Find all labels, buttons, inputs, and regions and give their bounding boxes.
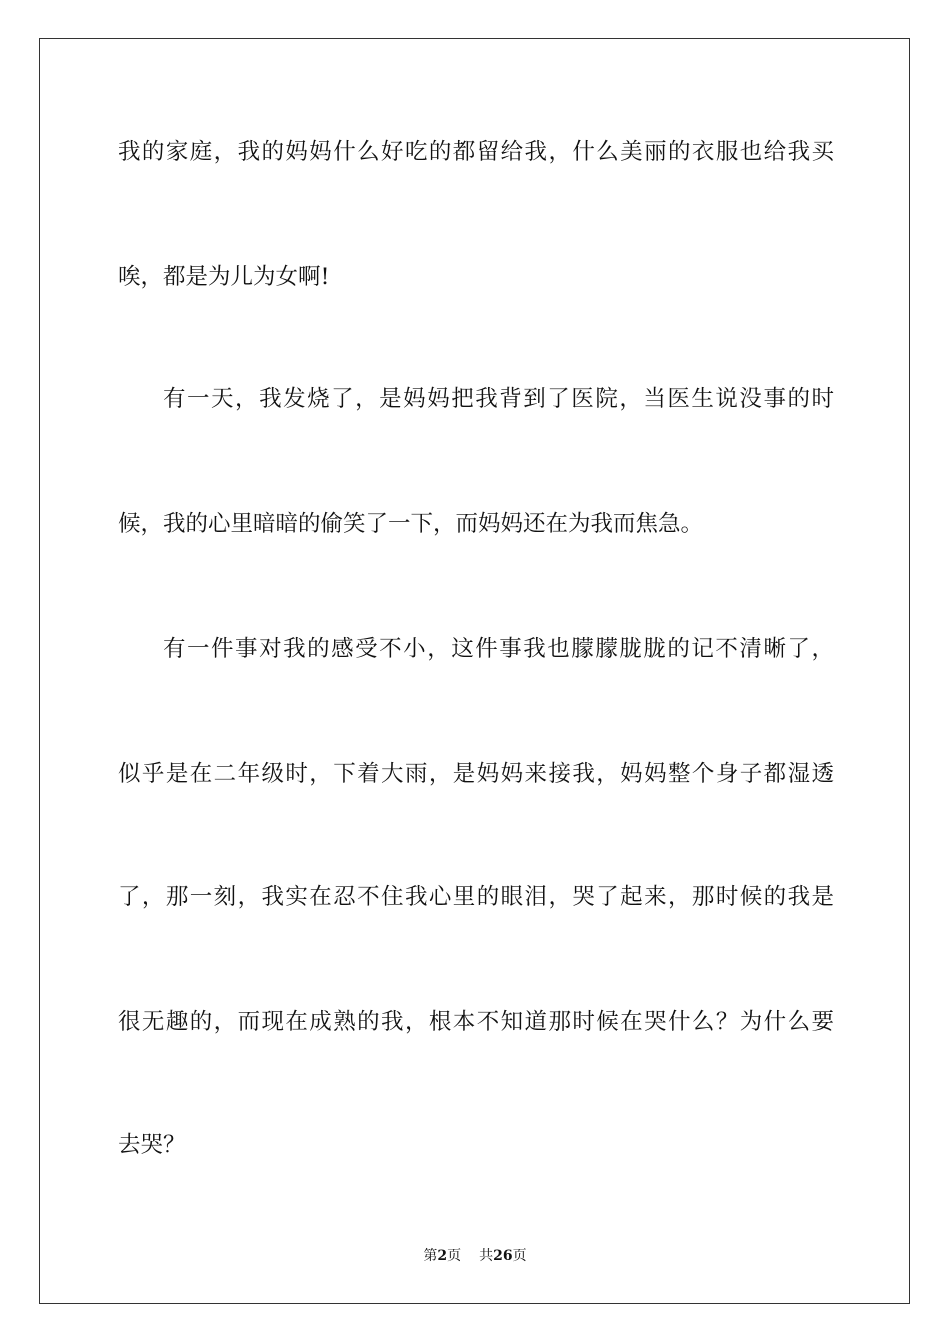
page-prefix: 第	[423, 1248, 438, 1264]
total-prefix: 共	[479, 1248, 494, 1264]
total-suffix: 页	[512, 1248, 527, 1264]
page-footer	[0, 1246, 950, 1266]
paragraph-3-line-5: 去哭？	[118, 1132, 186, 1158]
paragraph-3-line-1: 有一件事对我的感受不小，这件事我也朦朦胧胧的记不清晰了，	[163, 636, 834, 662]
paragraph-1-line-1: 我的家庭，我的妈妈什么好吃的都留给我，什么美丽的衣服也给我买	[118, 139, 834, 165]
paragraph-3-line-4: 很无趣的，而现在成熟的我，根本不知道那时候在哭什么？为什么要	[118, 1009, 834, 1035]
paragraph-3-line-2: 似乎是在二年级时，下着大雨，是妈妈来接我，妈妈整个身子都湿透	[118, 761, 834, 787]
page-number: 2	[437, 1248, 448, 1264]
page-suffix: 页	[447, 1248, 462, 1264]
paragraph-2-line-1: 有一天，我发烧了，是妈妈把我背到了医院，当医生说没事的时	[163, 386, 834, 412]
paragraph-1-line-2: 唉，都是为儿为女啊!	[118, 264, 330, 290]
total-pages: 26	[493, 1248, 513, 1264]
paragraph-2-line-2: 候，我的心里暗暗的偷笑了一下，而妈妈还在为我而焦急。	[118, 511, 704, 537]
page-border	[39, 38, 910, 1304]
paragraph-3-line-3: 了，那一刻，我实在忍不住我心里的眼泪，哭了起来，那时候的我是	[118, 884, 834, 910]
